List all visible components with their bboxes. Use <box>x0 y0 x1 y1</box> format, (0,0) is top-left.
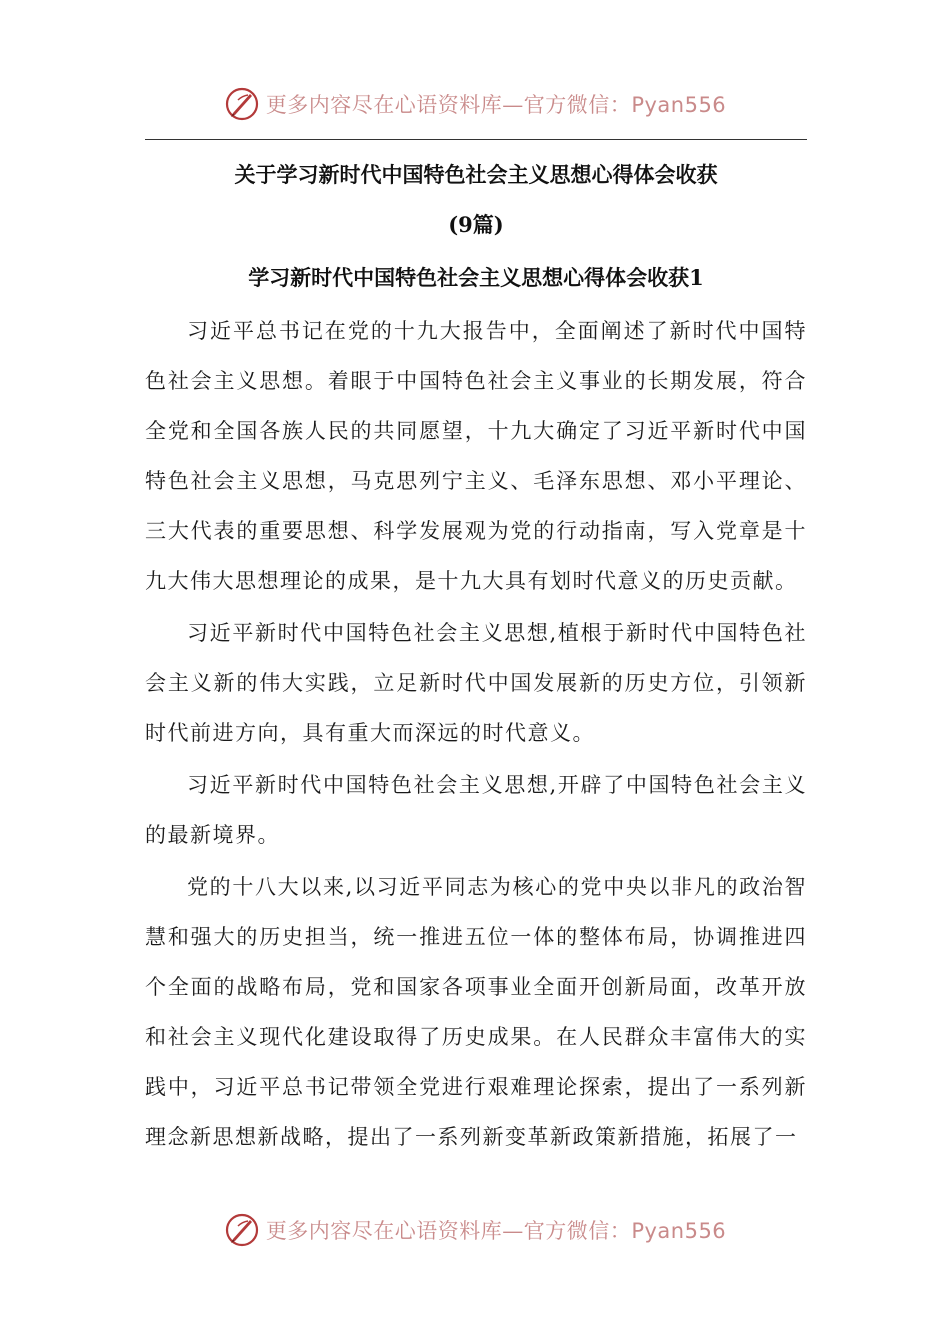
document-title: 关于学习新时代中国特色社会主义思想心得体会收获 <box>234 162 718 187</box>
paragraph: 习近平新时代中国特色社会主义思想,植根于新时代中国特色社会主义新的伟大实践，立足新时代中国发展新的历史方位，引领新时代前进方向，具有重大而深远的时代意义。 <box>145 621 807 745</box>
document-subtitle: (9篇) <box>448 212 504 237</box>
paragraph: 习近平新时代中国特色社会主义思想,开辟了中国特色社会主义的最新境界。 <box>145 773 807 847</box>
document-body <box>145 150 807 1164</box>
quill-pen-logo-icon <box>224 1212 260 1248</box>
paragraph: 党的十八大以来,以习近平同志为核心的党中央以非凡的政治智慧和强大的历史担当，统一推进五位一体的整体布局，协调推进四个全面的战略布局，党和国家各项事业全面开创新局面，改革开放和社会主义现代化建设取得了历史成果。在人民群众丰富伟大的实践中，习近平总书记带领全党进行艰难理论探索，提出了一系列新理念新思想新战略，提出了一系列新变革新政策新措施，拓展了一 <box>145 875 807 1149</box>
footer-banner <box>0 1208 950 1252</box>
header-divider <box>145 139 807 140</box>
section-title: 学习新时代中国特色社会主义思想心得体会收获1 <box>248 265 704 290</box>
quill-pen-logo-icon <box>224 86 260 122</box>
footer-wechat-id: Pyan556 <box>631 1219 727 1243</box>
footer-banner-label: 更多内容尽在心语资料库—官方微信： <box>265 1219 632 1243</box>
footer-banner-text <box>266 1215 726 1245</box>
paragraph: 习近平总书记在党的十九大报告中，全面阐述了新时代中国特色社会主义思想。着眼于中国特色社会主义事业的长期发展，符合全党和全国各族人民的共同愿望，十九大确定了习近平新时代中国特色社会主义思想，马克思列宁主义、毛泽东思想、邓小平理论、三大代表的重要思想、科学发展观为党的行动指南，写入党章是十九大伟大思想理论的成果，是十九大具有划时代意义的历史贡献。 <box>145 319 807 593</box>
header-banner-label: 更多内容尽在心语资料库—官方微信： <box>265 93 632 117</box>
header-wechat-id: Pyan556 <box>631 93 727 117</box>
header-banner <box>0 82 950 126</box>
header-banner-text <box>266 89 726 119</box>
